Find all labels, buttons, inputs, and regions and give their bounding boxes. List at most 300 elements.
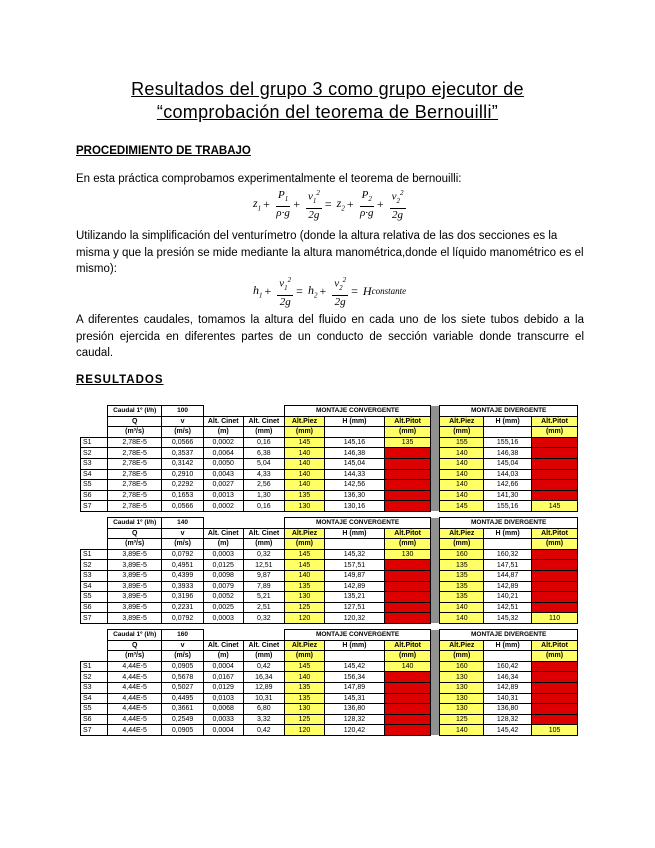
cell-alt-piez-div: 140 xyxy=(440,490,484,501)
blank-cell xyxy=(243,406,285,417)
cell-h-conv: 136,30 xyxy=(324,490,384,501)
unit-piez-div: (mm) xyxy=(440,651,484,662)
units-row xyxy=(81,651,578,662)
cell-q: 4,44E-5 xyxy=(108,704,162,715)
cell-alt-piez-conv: 140 xyxy=(285,448,325,459)
cell-alt-pitot-div xyxy=(532,469,578,480)
cell-alt-cinet-m: 0,0052 xyxy=(203,592,243,603)
cell-alt-piez-conv: 140 xyxy=(285,672,325,683)
unit-pitot-conv: (mm) xyxy=(385,427,431,438)
unit-h-div xyxy=(484,539,532,550)
cell-q: 3,89E-5 xyxy=(108,592,162,603)
blank-cell xyxy=(81,427,108,438)
table-row xyxy=(81,448,578,459)
cell-alt-cinet-m: 0,0167 xyxy=(203,672,243,683)
cell-alt-pitot-div xyxy=(532,693,578,704)
header-v: v xyxy=(162,416,204,427)
cell-h-div: 144,03 xyxy=(484,469,532,480)
table-row xyxy=(81,602,578,613)
section-label: S4 xyxy=(81,693,108,704)
header-alt-pitot-conv: Alt.Pitot xyxy=(385,640,431,651)
cell-alt-pitot-div xyxy=(532,672,578,683)
separator-cell xyxy=(431,518,440,529)
cell-alt-pitot-conv xyxy=(385,725,431,736)
cell-alt-piez-div: 135 xyxy=(440,592,484,603)
cell-alt-pitot-div xyxy=(532,592,578,603)
cell-alt-pitot-div xyxy=(532,490,578,501)
separator-cell xyxy=(431,651,440,662)
cell-q: 4,44E-5 xyxy=(108,672,162,683)
cell-alt-pitot-conv xyxy=(385,480,431,491)
cell-v: 0,2910 xyxy=(162,469,204,480)
cell-h-div: 145,32 xyxy=(484,613,532,624)
cell-alt-cinet-m: 0,0002 xyxy=(203,437,243,448)
cell-alt-piez-conv: 120 xyxy=(285,725,325,736)
cell-alt-cinet-m: 0,0002 xyxy=(203,501,243,512)
blank-cell xyxy=(203,406,243,417)
column-header-row xyxy=(81,416,578,427)
cell-alt-pitot-div xyxy=(532,581,578,592)
section-label: S2 xyxy=(81,448,108,459)
cell-alt-pitot-conv xyxy=(385,490,431,501)
cell-h-div: 145,42 xyxy=(484,725,532,736)
results-heading: RESULTADOS xyxy=(76,374,164,386)
unit-h-div xyxy=(484,651,532,662)
header-alt-pitot-conv: Alt.Pitot xyxy=(385,528,431,539)
unit-pitot-div: (mm) xyxy=(532,651,578,662)
cell-h-conv: 156,34 xyxy=(324,672,384,683)
caudal-row xyxy=(81,406,578,417)
cell-alt-piez-conv: 145 xyxy=(285,560,325,571)
section-label: S1 xyxy=(81,437,108,448)
cell-alt-piez-conv: 140 xyxy=(285,458,325,469)
montaje-convergente-header: MONTAJE CONVERGENTE xyxy=(285,406,431,417)
separator-cell xyxy=(431,416,440,427)
separator-cell xyxy=(431,602,440,613)
cell-q: 2,78E-5 xyxy=(108,448,162,459)
cell-h-div: 142,89 xyxy=(484,682,532,693)
cell-alt-piez-div: 130 xyxy=(440,682,484,693)
cell-alt-pitot-conv: 130 xyxy=(385,549,431,560)
header-h-div: H (mm) xyxy=(484,640,532,651)
cell-h-div: 155,16 xyxy=(484,501,532,512)
header-q: Q xyxy=(108,528,162,539)
bernoulli-formula: $z_1$ + $\frac{P_1}{\rho\cdot g}$ + $\frac{v_1^2}{2g}$ = $z_2$ + $\frac{P_2}{\rho\cdot g}$ + $\frac{v_2^2}{2g}$ xyxy=(253,188,404,221)
separator-cell xyxy=(431,560,440,571)
cell-h-div: 146,34 xyxy=(484,672,532,683)
cell-alt-pitot-div xyxy=(532,448,578,459)
cell-v: 0,0792 xyxy=(162,613,204,624)
blank-cell xyxy=(81,651,108,662)
unit-alt-m: (m) xyxy=(203,539,243,550)
cell-v: 0,3661 xyxy=(162,704,204,715)
unit-q: (m³/s) xyxy=(108,539,162,550)
separator-cell xyxy=(431,704,440,715)
unit-piez-conv: (mm) xyxy=(285,427,325,438)
cell-alt-cinet-m: 0,0129 xyxy=(203,682,243,693)
caudal-value: 140 xyxy=(162,518,204,529)
caudal-label: Caudal 1º (l/h) xyxy=(108,406,162,417)
cell-alt-piez-div: 135 xyxy=(440,581,484,592)
cell-q: 2,78E-5 xyxy=(108,437,162,448)
cell-alt-piez-conv: 130 xyxy=(285,501,325,512)
cell-v: 0,5027 xyxy=(162,682,204,693)
cell-v: 0,0566 xyxy=(162,437,204,448)
cell-alt-pitot-div xyxy=(532,682,578,693)
caudal-row xyxy=(81,518,578,529)
separator-cell xyxy=(431,570,440,581)
cell-alt-piez-div: 125 xyxy=(440,714,484,725)
cell-alt-pitot-div xyxy=(532,570,578,581)
cell-alt-cinet-m: 0,0050 xyxy=(203,458,243,469)
cell-alt-pitot-div xyxy=(532,661,578,672)
cell-v: 0,4495 xyxy=(162,693,204,704)
cell-alt-piez-conv: 135 xyxy=(285,693,325,704)
cell-v: 0,0905 xyxy=(162,725,204,736)
cell-alt-piez-div: 140 xyxy=(440,602,484,613)
cell-alt-cinet-m: 0,0064 xyxy=(203,448,243,459)
header-v: v xyxy=(162,640,204,651)
cell-alt-piez-div: 140 xyxy=(440,448,484,459)
cell-h-conv: 120,42 xyxy=(324,725,384,736)
title-line-1: Resultados del grupo 3 como grupo ejecutor de xyxy=(131,79,524,99)
cell-alt-piez-div: 140 xyxy=(440,725,484,736)
unit-v: (m/s) xyxy=(162,651,204,662)
header-alt-cinet-mm: Alt. Cinet xyxy=(243,528,285,539)
cell-h-conv: 127,51 xyxy=(324,602,384,613)
separator-cell xyxy=(431,528,440,539)
cell-v: 0,0566 xyxy=(162,501,204,512)
cell-h-div: 142,66 xyxy=(484,480,532,491)
cell-q: 4,44E-5 xyxy=(108,693,162,704)
header-alt-cinet-mm: Alt. Cinet xyxy=(243,416,285,427)
cell-alt-piez-conv: 140 xyxy=(285,469,325,480)
cell-alt-cinet-mm: 10,31 xyxy=(243,693,285,704)
header-alt-pitot-div: Alt.Pitot xyxy=(532,640,578,651)
header-alt-piez-div: Alt.Piez xyxy=(440,528,484,539)
blank-cell xyxy=(243,630,285,641)
cell-alt-piez-div: 145 xyxy=(440,501,484,512)
cell-alt-piez-conv: 135 xyxy=(285,682,325,693)
cell-alt-piez-div: 155 xyxy=(440,437,484,448)
montaje-convergente-header: MONTAJE CONVERGENTE xyxy=(285,630,431,641)
cell-alt-pitot-conv xyxy=(385,714,431,725)
unit-piez-div: (mm) xyxy=(440,427,484,438)
separator-cell xyxy=(431,693,440,704)
cell-v: 0,2549 xyxy=(162,714,204,725)
cell-alt-pitot-conv xyxy=(385,704,431,715)
cell-h-div: 145,04 xyxy=(484,458,532,469)
separator-cell xyxy=(431,661,440,672)
separator-cell xyxy=(431,714,440,725)
cell-alt-cinet-m: 0,0027 xyxy=(203,480,243,491)
section-label: S6 xyxy=(81,602,108,613)
header-alt-cinet-m: Alt. Cinet xyxy=(203,640,243,651)
section-label: S3 xyxy=(81,682,108,693)
cell-alt-cinet-mm: 1,30 xyxy=(243,490,285,501)
cell-alt-cinet-mm: 2,51 xyxy=(243,602,285,613)
cell-alt-pitot-div xyxy=(532,480,578,491)
header-h-conv: H (mm) xyxy=(324,528,384,539)
table-row xyxy=(81,613,578,624)
cell-alt-cinet-mm: 16,34 xyxy=(243,672,285,683)
cell-v: 0,5678 xyxy=(162,672,204,683)
cell-q: 2,78E-5 xyxy=(108,501,162,512)
cell-alt-piez-conv: 130 xyxy=(285,704,325,715)
cell-alt-cinet-mm: 9,87 xyxy=(243,570,285,581)
cell-h-div: 141,30 xyxy=(484,490,532,501)
cell-alt-cinet-mm: 4,33 xyxy=(243,469,285,480)
header-alt-pitot-div: Alt.Pitot xyxy=(532,528,578,539)
section-label: S7 xyxy=(81,501,108,512)
cell-alt-piez-conv: 145 xyxy=(285,661,325,672)
cell-h-div: 136,80 xyxy=(484,704,532,715)
cell-h-conv: 145,42 xyxy=(324,661,384,672)
venturi-formula: $h_1$ + $\frac{v_1^2}{2g}$ = $h_2$ + $\frac{v_2^2}{2g}$ = Hconstante xyxy=(253,276,407,308)
separator-cell xyxy=(431,549,440,560)
section-label: S4 xyxy=(81,469,108,480)
blank-cell xyxy=(81,416,108,427)
montaje-convergente-header: MONTAJE CONVERGENTE xyxy=(285,518,431,529)
cell-alt-piez-div: 140 xyxy=(440,458,484,469)
blank-cell xyxy=(243,518,285,529)
table-row xyxy=(81,704,578,715)
cell-h-conv: 142,89 xyxy=(324,581,384,592)
section-label: S2 xyxy=(81,560,108,571)
section-label: S7 xyxy=(81,725,108,736)
cell-alt-cinet-m: 0,0003 xyxy=(203,613,243,624)
cell-v: 0,3537 xyxy=(162,448,204,459)
cell-alt-pitot-conv xyxy=(385,682,431,693)
unit-pitot-conv: (mm) xyxy=(385,651,431,662)
cell-alt-pitot-conv xyxy=(385,693,431,704)
cell-alt-pitot-div xyxy=(532,714,578,725)
cell-alt-pitot-conv xyxy=(385,501,431,512)
column-header-row xyxy=(81,640,578,651)
cell-alt-piez-div: 135 xyxy=(440,570,484,581)
separator-cell xyxy=(431,725,440,736)
montaje-divergente-header: MONTAJE DIVERGENTE xyxy=(440,630,578,641)
cell-h-div: 147,51 xyxy=(484,560,532,571)
procedure-paragraph-1: En esta práctica comprobamos experimentalmente el teorema de bernouilli: xyxy=(76,173,462,185)
header-h-conv: H (mm) xyxy=(324,416,384,427)
section-label: S6 xyxy=(81,714,108,725)
header-q: Q xyxy=(108,640,162,651)
cell-alt-piez-conv: 135 xyxy=(285,581,325,592)
section-label: S1 xyxy=(81,661,108,672)
table-row xyxy=(81,714,578,725)
cell-alt-piez-conv: 130 xyxy=(285,592,325,603)
unit-piez-conv: (mm) xyxy=(285,651,325,662)
table-row xyxy=(81,725,578,736)
separator-cell xyxy=(431,406,440,417)
caudal-label: Caudal 1º (l/h) xyxy=(108,518,162,529)
cell-alt-cinet-mm: 12,89 xyxy=(243,682,285,693)
cell-alt-piez-div: 140 xyxy=(440,469,484,480)
separator-cell xyxy=(431,640,440,651)
section-label: S2 xyxy=(81,672,108,683)
cell-alt-cinet-mm: 6,38 xyxy=(243,448,285,459)
montaje-divergente-header: MONTAJE DIVERGENTE xyxy=(440,406,578,417)
cell-v: 0,3142 xyxy=(162,458,204,469)
cell-alt-cinet-m: 0,0033 xyxy=(203,714,243,725)
blank-cell xyxy=(81,528,108,539)
blank-cell xyxy=(203,518,243,529)
cell-q: 2,78E-5 xyxy=(108,490,162,501)
cell-alt-pitot-conv xyxy=(385,672,431,683)
cell-h-conv: 147,89 xyxy=(324,682,384,693)
table-row xyxy=(81,672,578,683)
results-table-2 xyxy=(80,517,578,624)
document-title xyxy=(60,78,595,124)
cell-h-conv: 146,38 xyxy=(324,448,384,459)
cell-alt-cinet-mm: 5,21 xyxy=(243,592,285,603)
table-row xyxy=(81,693,578,704)
table-row xyxy=(81,480,578,491)
header-alt-piez-div: Alt.Piez xyxy=(440,416,484,427)
cell-alt-cinet-m: 0,0125 xyxy=(203,560,243,571)
cell-h-div: 140,31 xyxy=(484,693,532,704)
table-row xyxy=(81,549,578,560)
header-alt-cinet-m: Alt. Cinet xyxy=(203,416,243,427)
montaje-divergente-header: MONTAJE DIVERGENTE xyxy=(440,518,578,529)
cell-alt-cinet-mm: 3,32 xyxy=(243,714,285,725)
cell-q: 3,89E-5 xyxy=(108,602,162,613)
caudal-row xyxy=(81,630,578,641)
blank-cell xyxy=(81,406,108,417)
formula-h: H xyxy=(362,283,372,298)
cell-h-conv: 135,21 xyxy=(324,592,384,603)
section-label: S3 xyxy=(81,458,108,469)
cell-h-div: 142,89 xyxy=(484,581,532,592)
unit-alt-m: (m) xyxy=(203,651,243,662)
unit-h-conv xyxy=(324,427,384,438)
section-label: S1 xyxy=(81,549,108,560)
cell-alt-cinet-m: 0,0025 xyxy=(203,602,243,613)
cell-v: 0,0792 xyxy=(162,549,204,560)
cell-v: 0,4951 xyxy=(162,560,204,571)
cell-q: 4,44E-5 xyxy=(108,682,162,693)
separator-cell xyxy=(431,613,440,624)
cell-alt-cinet-m: 0,0043 xyxy=(203,469,243,480)
cell-alt-piez-div: 135 xyxy=(440,560,484,571)
header-q: Q xyxy=(108,416,162,427)
header-alt-cinet-mm: Alt. Cinet xyxy=(243,640,285,651)
cell-alt-cinet-mm: 0,16 xyxy=(243,437,285,448)
cell-alt-piez-div: 160 xyxy=(440,661,484,672)
header-alt-piez-conv: Alt.Piez xyxy=(285,416,325,427)
cell-h-conv: 136,80 xyxy=(324,704,384,715)
separator-cell xyxy=(431,490,440,501)
cell-alt-cinet-mm: 0,32 xyxy=(243,613,285,624)
cell-h-div: 140,21 xyxy=(484,592,532,603)
formula-h-subscript: constante xyxy=(371,286,407,297)
cell-alt-piez-div: 140 xyxy=(440,613,484,624)
cell-v: 0,3933 xyxy=(162,581,204,592)
cell-h-conv: 142,56 xyxy=(324,480,384,491)
cell-alt-pitot-conv xyxy=(385,469,431,480)
unit-alt-mm: (mm) xyxy=(243,427,285,438)
section-label: S5 xyxy=(81,704,108,715)
separator-cell xyxy=(431,469,440,480)
unit-h-conv xyxy=(324,651,384,662)
header-alt-piez-div: Alt.Piez xyxy=(440,640,484,651)
cell-alt-piez-conv: 135 xyxy=(285,490,325,501)
header-alt-piez-conv: Alt.Piez xyxy=(285,640,325,651)
cell-h-conv: 145,31 xyxy=(324,693,384,704)
separator-cell xyxy=(431,592,440,603)
unit-pitot-div: (mm) xyxy=(532,427,578,438)
section-label: S7 xyxy=(81,613,108,624)
cell-alt-piez-div: 130 xyxy=(440,672,484,683)
results-table-3 xyxy=(80,629,578,736)
table-row xyxy=(81,490,578,501)
cell-h-div: 155,16 xyxy=(484,437,532,448)
results-table-1 xyxy=(80,405,578,512)
separator-cell xyxy=(431,672,440,683)
unit-piez-conv: (mm) xyxy=(285,539,325,550)
cell-h-conv: 149,87 xyxy=(324,570,384,581)
cell-v: 0,2292 xyxy=(162,480,204,491)
cell-q: 2,78E-5 xyxy=(108,469,162,480)
separator-cell xyxy=(431,539,440,550)
table-row xyxy=(81,581,578,592)
cell-alt-pitot-conv: 140 xyxy=(385,661,431,672)
cell-alt-cinet-mm: 0,42 xyxy=(243,725,285,736)
cell-alt-piez-div: 130 xyxy=(440,704,484,715)
cell-q: 2,78E-5 xyxy=(108,458,162,469)
cell-q: 3,89E-5 xyxy=(108,613,162,624)
cell-alt-pitot-div xyxy=(532,549,578,560)
cell-h-div: 128,32 xyxy=(484,714,532,725)
cell-alt-piez-conv: 120 xyxy=(285,613,325,624)
cell-alt-piez-conv: 125 xyxy=(285,714,325,725)
cell-h-div: 160,32 xyxy=(484,549,532,560)
blank-cell xyxy=(81,630,108,641)
cell-h-conv: 157,51 xyxy=(324,560,384,571)
section-label: S3 xyxy=(81,570,108,581)
cell-v: 0,4399 xyxy=(162,570,204,581)
unit-pitot-div: (mm) xyxy=(532,539,578,550)
cell-alt-cinet-m: 0,0098 xyxy=(203,570,243,581)
separator-cell xyxy=(431,458,440,469)
cell-alt-cinet-mm: 12,51 xyxy=(243,560,285,571)
table-row xyxy=(81,437,578,448)
unit-v: (m/s) xyxy=(162,427,204,438)
table-row xyxy=(81,570,578,581)
cell-q: 4,44E-5 xyxy=(108,714,162,725)
cell-q: 4,44E-5 xyxy=(108,661,162,672)
cell-h-div: 144,87 xyxy=(484,570,532,581)
header-h-div: H (mm) xyxy=(484,416,532,427)
blank-cell xyxy=(81,539,108,550)
separator-cell xyxy=(431,630,440,641)
cell-alt-cinet-m: 0,0068 xyxy=(203,704,243,715)
section-label: S6 xyxy=(81,490,108,501)
table-row xyxy=(81,661,578,672)
unit-alt-mm: (mm) xyxy=(243,651,285,662)
table-row xyxy=(81,560,578,571)
cell-alt-pitot-conv xyxy=(385,448,431,459)
cell-h-conv: 120,32 xyxy=(324,613,384,624)
cell-alt-piez-conv: 145 xyxy=(285,437,325,448)
section-label: S5 xyxy=(81,592,108,603)
cell-h-conv: 130,16 xyxy=(324,501,384,512)
cell-alt-piez-conv: 140 xyxy=(285,570,325,581)
cell-alt-piez-conv: 145 xyxy=(285,549,325,560)
cell-alt-pitot-conv xyxy=(385,581,431,592)
unit-pitot-conv: (mm) xyxy=(385,539,431,550)
